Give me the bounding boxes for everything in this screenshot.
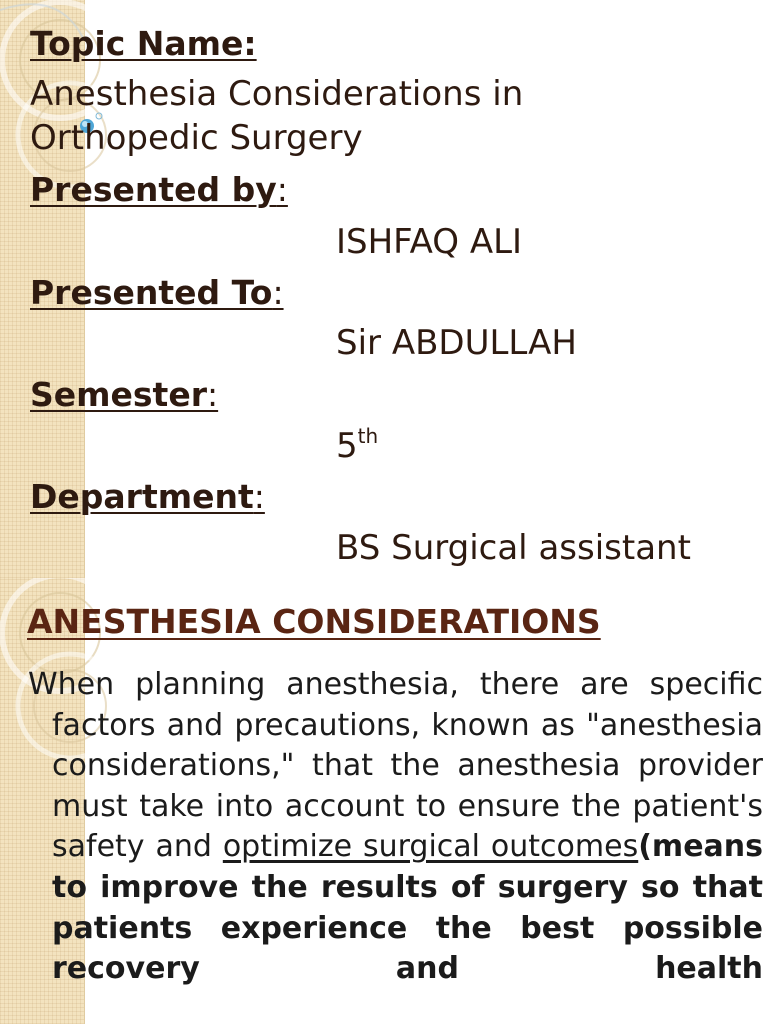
presenter-name: ISHFAQ ALI (336, 222, 523, 262)
topic-line-1: Anesthesia Considerations in (30, 74, 524, 114)
topic-label (30, 24, 257, 63)
slide-title: ANESTHESIA CONSIDERATIONS (27, 602, 601, 641)
semester-suffix: th (357, 424, 379, 448)
presented-by-label (30, 170, 288, 209)
considerations-paragraph (28, 665, 763, 990)
department-label (30, 477, 265, 516)
semester-value (336, 426, 378, 466)
presented-by-colon: : (276, 170, 288, 209)
presented-to-colon: : (272, 273, 284, 312)
topic-line-2: Orthopedic Surgery (30, 118, 363, 158)
paragraph-intro: When planning anesthesia, there are specific factors and precautions, known as "anesthesia considerations," that the anesthesia provider must take into account to ensure the patient's safety and (28, 667, 763, 865)
presented-to-label-text: Presented To (30, 273, 273, 312)
department-value: BS Surgical assistant (336, 528, 691, 568)
presented-by-label-text: Presented by (30, 170, 277, 209)
department-colon: : (253, 477, 265, 516)
paragraph-bold-explanation: (means to improve the results of surgery so that patients experience the best possible recovery and health (52, 829, 763, 987)
semester-label (30, 375, 218, 414)
paragraph-underlined-phrase: optimize surgical outcomes (222, 829, 639, 865)
topic-label-text: Topic Name: (30, 24, 257, 63)
semester-colon: : (207, 375, 219, 414)
department-label-text: Department (30, 477, 254, 516)
semester-label-text: Semester (30, 375, 207, 414)
presented-to-label (30, 273, 284, 312)
recipient-name: Sir ABDULLAH (336, 323, 577, 363)
semester-number: 5 (336, 426, 358, 466)
